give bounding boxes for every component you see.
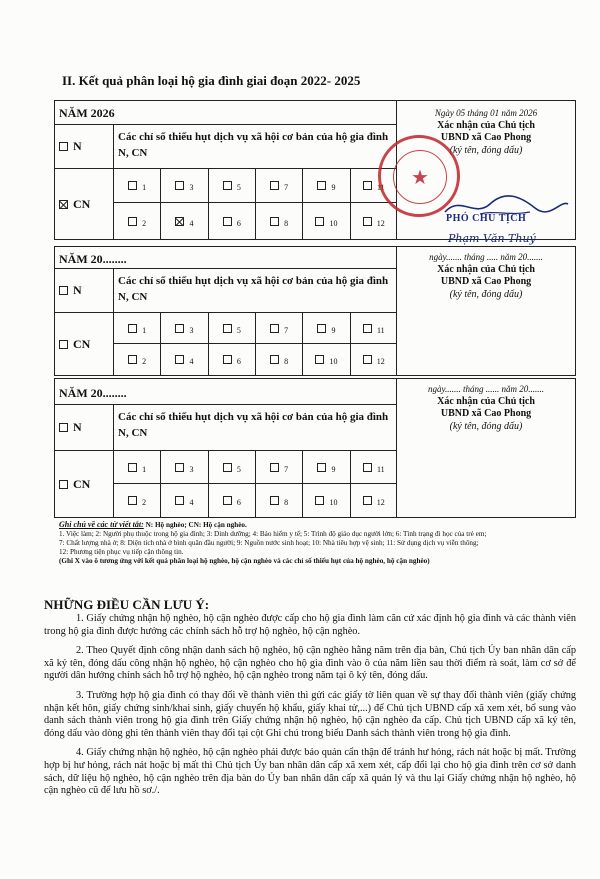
indicator-cell	[114, 484, 161, 517]
indicator-cell	[209, 451, 256, 483]
indicator-cell	[303, 203, 350, 239]
approval-date: ngày....... tháng ..... năm 20.......	[429, 252, 543, 262]
indicator-cell	[114, 451, 161, 483]
year-label: NĂM 20........	[55, 379, 397, 405]
indicator-checkbox[interactable]	[363, 355, 372, 364]
indicator-number: 10	[329, 498, 338, 507]
indicator-cell	[161, 451, 208, 483]
indicator-cell	[209, 203, 256, 239]
indicator-number: 12	[376, 357, 385, 366]
indicator-checkbox[interactable]	[175, 463, 184, 472]
indicator-number: 4	[189, 498, 194, 507]
indicator-checkbox[interactable]	[315, 355, 324, 364]
indicator-cell	[303, 313, 350, 343]
indicator-checkbox[interactable]	[315, 496, 324, 505]
notes-line-1: 1. Việc làm; 2: Người phụ thuộc trong hộ gia đình; 3: Dinh dưỡng; 4: Bảo hiểm y tế; 5: Trình độ giáo dục người lớn; 6: Tình trạng đi học của trẻ em;	[59, 530, 487, 538]
indicator-number: 7	[284, 464, 289, 474]
section-title: II. Kết quả phân loại hộ gia đình giai đoạn 2022- 2025	[62, 73, 361, 88]
indicator-checkbox[interactable]	[270, 181, 279, 190]
indicator-number: 5	[236, 464, 241, 474]
poor-label: N	[73, 283, 82, 297]
indicators-description: Các chỉ số thiếu hụt dịch vụ xã hội cơ bản của hộ gia đình N, CN	[114, 405, 397, 451]
approval-date: ngày....... tháng ...... năm 20.......	[428, 384, 544, 394]
indicator-checkbox[interactable]	[270, 496, 279, 505]
indicator-checkbox[interactable]	[128, 324, 137, 333]
indicator-checkbox[interactable]	[363, 496, 372, 505]
indicator-number: 6	[236, 498, 241, 507]
indicator-cell	[351, 344, 397, 375]
indicator-number: 6	[236, 357, 241, 366]
indicator-number: 1	[142, 183, 147, 192]
approval-box	[397, 251, 575, 301]
indicator-cell	[209, 344, 256, 375]
indicator-cell	[351, 203, 397, 239]
poor-checkbox[interactable]	[59, 142, 68, 151]
indicator-cell	[256, 484, 303, 517]
notes-divider	[59, 517, 576, 518]
attention-body	[44, 613, 576, 805]
near-poor-label: CN	[73, 476, 91, 491]
indicator-cell	[256, 344, 303, 375]
indicator-number: 8	[284, 218, 289, 228]
attention-paragraph-2: 2. Theo Quyết định công nhận danh sách hộ nghèo, hộ cận nghèo hằng năm trên địa bàn, Chủ tịch Ủy ban nhân dân cấp xã ký tên, đóng dấu công nhận hộ nghèo, hộ cận nghèo cho hộ gia đình vào ô của năm liền sau thời điểm rà soát, làm cơ sở để người dân hưởng chính sách hỗ trợ hộ nghèo, hộ cận nghèo trong năm tại ô ký tên, đóng dấu.	[44, 645, 576, 682]
indicator-checkbox[interactable]	[317, 181, 326, 190]
indicator-cell	[303, 344, 350, 375]
year-label: NĂM 2026	[55, 101, 397, 125]
indicator-number: 1	[142, 464, 147, 474]
indicator-checkbox[interactable]	[223, 324, 232, 333]
indicator-checkbox[interactable]	[317, 324, 326, 333]
indicator-number: 2	[142, 218, 147, 228]
indicator-checkbox-checked[interactable]	[175, 217, 184, 226]
notes-line-2: 7: Chất lượng nhà ở; 8: Diện tích nhà ở bình quân đầu người; 9: Nguồn nước sinh hoạt; 10: Nhà tiêu hợp vệ sinh; 11: Sử dụng dịch vụ viễn thông;	[59, 539, 479, 547]
year-label: NĂM 20........	[55, 247, 397, 269]
indicator-row-odd	[114, 451, 397, 484]
indicator-number: 9	[331, 325, 336, 335]
approval-title: Xác nhận của Chủ tịch	[437, 263, 535, 275]
indicator-number: 5	[236, 325, 241, 335]
indicators-description: Các chỉ số thiếu hụt dịch vụ xã hội cơ bản của hộ gia đình N, CN	[114, 269, 397, 313]
approval-box	[397, 383, 575, 433]
indicator-number: 11	[376, 464, 385, 474]
notes-line-4: (Ghi X vào ô tương ứng với kết quả phân loại hộ nghèo, hộ cận nghèo và các chỉ số thiếu hụt của hộ nghèo, hộ cận nghèo)	[59, 557, 430, 565]
indicator-cell	[114, 169, 161, 202]
indicator-checkbox[interactable]	[223, 217, 232, 226]
indicator-cell	[161, 203, 208, 239]
indicator-checkbox[interactable]	[128, 217, 137, 226]
indicator-number: 11	[376, 325, 385, 335]
indicator-checkbox[interactable]	[223, 496, 232, 505]
indicator-cell	[209, 169, 256, 202]
indicator-number: 3	[189, 183, 194, 192]
abbreviation-notes	[59, 520, 576, 566]
poor-label: N	[73, 420, 82, 434]
indicator-number: 2	[142, 498, 147, 507]
indicator-number: 10	[329, 218, 338, 228]
indicator-number: 2	[142, 357, 147, 366]
near-poor-household-cell	[55, 313, 114, 375]
poor-household-cell	[55, 269, 114, 313]
near-poor-label: CN	[73, 336, 91, 351]
approval-sign-note: (ký tên, đóng dấu)	[449, 420, 523, 432]
indicator-cell	[303, 169, 350, 202]
indicator-checkbox[interactable]	[270, 324, 279, 333]
indicator-row-even	[114, 344, 397, 375]
indicator-checkbox[interactable]	[363, 324, 372, 333]
notes-heading-rest: N: Hộ nghèo; CN: Hộ cận nghèo.	[143, 521, 247, 529]
indicator-number: 3	[189, 464, 194, 474]
indicator-checkbox[interactable]	[223, 355, 232, 364]
year-block-2	[54, 246, 576, 376]
indicator-cell	[351, 451, 397, 483]
indicator-checkbox[interactable]	[128, 463, 137, 472]
indicator-number: 3	[189, 325, 194, 335]
indicator-number: 4	[189, 218, 194, 228]
approval-title: Xác nhận của Chủ tịch	[437, 119, 535, 131]
indicator-row-odd	[114, 313, 397, 344]
poor-label: N	[73, 139, 82, 153]
indicator-number: 7	[284, 183, 289, 192]
indicator-number: 8	[284, 498, 289, 507]
indicator-cell	[114, 203, 161, 239]
indicator-number: 1	[142, 325, 147, 335]
indicator-checkbox[interactable]	[315, 217, 324, 226]
approval-org: UBND xã Cao Phong	[440, 132, 532, 143]
indicator-number: 11	[376, 183, 385, 192]
approval-sign-note: (ký tên, đóng dấu)	[449, 288, 523, 300]
approval-sign-note: (ký tên, đóng dấu)	[449, 144, 523, 156]
approval-org: UBND xã Cao Phong	[440, 408, 532, 419]
indicator-cell	[114, 344, 161, 375]
indicator-cell	[351, 484, 397, 517]
approval-title: Xác nhận của Chủ tịch	[437, 395, 535, 407]
indicator-checkbox[interactable]	[270, 355, 279, 364]
near-poor-label: CN	[73, 196, 91, 211]
indicator-cell	[161, 344, 208, 375]
approval-date: Ngày 05 tháng 01 năm 2026	[434, 108, 538, 118]
indicator-number: 9	[331, 464, 336, 474]
notes-heading-line	[59, 520, 576, 530]
indicator-cell	[256, 203, 303, 239]
indicator-checkbox[interactable]	[128, 355, 137, 364]
indicator-cell	[303, 451, 350, 483]
indicator-checkbox[interactable]	[270, 217, 279, 226]
attention-paragraph-3: 3. Trường hợp hộ gia đình có thay đổi về thành viên thì gửi các giấy tờ liên quan về sự thay đổi thành viên (giấy chứng nhận kết hôn, giấy chứng sinh/khai sinh, giấy chuyển hộ khẩu, giấy khai tử,...) để Chủ tịch UBND cấp xã xem xét, bổ sung vào danh sách thành viên trong hộ gia đình trên Giấy chứng nhận hộ nghèo, hộ cận nghèo đa cấp. Chủ tịch UBND cấp xã ký tên, đóng dấu vào dòng ghi tên thành viên thay đổi tại cột Ghi chú trong biểu Danh sách thành viên trong hộ gia đình.	[44, 689, 576, 739]
indicator-number: 6	[236, 218, 241, 228]
indicator-checkbox[interactable]	[317, 463, 326, 472]
indicator-checkbox[interactable]	[223, 463, 232, 472]
near-poor-checkbox-checked[interactable]	[59, 200, 68, 209]
near-poor-checkbox[interactable]	[59, 480, 68, 489]
indicator-row-even	[114, 484, 397, 517]
indicator-number: 5	[236, 183, 241, 192]
poor-checkbox[interactable]	[59, 423, 68, 432]
indicator-checkbox[interactable]	[128, 181, 137, 190]
indicator-cell	[303, 484, 350, 517]
indicator-number: 12	[376, 498, 385, 507]
year-block-3	[54, 378, 576, 518]
indicator-checkbox[interactable]	[223, 181, 232, 190]
star-icon: ★	[411, 167, 429, 189]
indicators-description: Các chỉ số thiếu hụt dịch vụ xã hội cơ bản của hộ gia đình N, CN	[114, 125, 397, 169]
poor-household-cell	[55, 405, 114, 451]
indicator-checkbox[interactable]	[175, 181, 184, 190]
approval-org: UBND xã Cao Phong	[440, 276, 532, 287]
indicator-checkbox[interactable]	[363, 463, 372, 472]
indicator-cell	[256, 451, 303, 483]
attention-heading: NHỮNG ĐIỀU CẦN LƯU Ý:	[44, 597, 210, 612]
indicator-cell	[161, 169, 208, 202]
indicator-checkbox[interactable]	[363, 181, 372, 190]
indicator-number: 12	[376, 218, 385, 228]
attention-paragraph-1: 1. Giấy chứng nhận hộ nghèo, hộ cận nghèo được cấp cho hộ gia đình làm căn cứ xác định hộ gia đình và các thành viên trong hộ gia đình được hưởng các chính sách hỗ trợ hộ nghèo, hộ cận nghèo.	[44, 613, 576, 637]
signer-role: PHÓ CHỦ TỊCH	[446, 213, 527, 224]
poor-checkbox[interactable]	[59, 286, 68, 295]
indicator-row-odd	[114, 169, 397, 203]
indicator-checkbox[interactable]	[175, 324, 184, 333]
indicator-checkbox[interactable]	[270, 463, 279, 472]
indicator-number: 10	[329, 357, 338, 366]
indicator-checkbox[interactable]	[128, 496, 137, 505]
indicator-cell	[209, 484, 256, 517]
attention-paragraph-4: 4. Giấy chứng nhận hộ nghèo, hộ cận nghèo phải được bảo quản cẩn thận để tránh hư hỏng, rách nát hoặc bị mất. Trường hợp bị hư hỏng, rách nát hoặc bị mất thì Chủ tịch Ủy ban nhân dân cấp xã xem xét, cấp đổi lại cho hộ gia đình trên cơ sở danh sách, dữ liệu hộ nghèo, hộ cận nghèo trên địa bàn do Ủy ban nhân dân cấp xã quản lý và thu lại Giấy chứng nhận hộ nghèo, hộ cận nghèo cũ để lưu hồ sơ./.	[44, 747, 576, 797]
indicator-number: 8	[284, 357, 289, 366]
indicator-cell	[256, 313, 303, 343]
indicator-cell	[114, 313, 161, 343]
indicator-checkbox[interactable]	[175, 496, 184, 505]
indicator-cell	[209, 313, 256, 343]
indicator-number: 7	[284, 325, 289, 335]
near-poor-household-cell	[55, 451, 114, 517]
near-poor-checkbox[interactable]	[59, 340, 68, 349]
near-poor-household-cell	[55, 169, 114, 239]
notes-heading: Ghi chú về các từ viết tắt:	[59, 520, 144, 529]
signer-name: Phạm Văn Thuý	[448, 232, 536, 245]
indicator-checkbox[interactable]	[175, 355, 184, 364]
notes-line-3: 12: Phương tiện phục vụ tiếp cận thông tin.	[59, 548, 184, 556]
indicator-row-even	[114, 203, 397, 239]
indicator-cell	[161, 484, 208, 517]
indicator-checkbox[interactable]	[363, 217, 372, 226]
indicator-number: 4	[189, 357, 194, 366]
indicator-number: 9	[331, 183, 336, 192]
indicator-cell	[256, 169, 303, 202]
indicator-cell	[161, 313, 208, 343]
poor-household-cell	[55, 125, 114, 169]
indicator-cell	[351, 313, 397, 343]
